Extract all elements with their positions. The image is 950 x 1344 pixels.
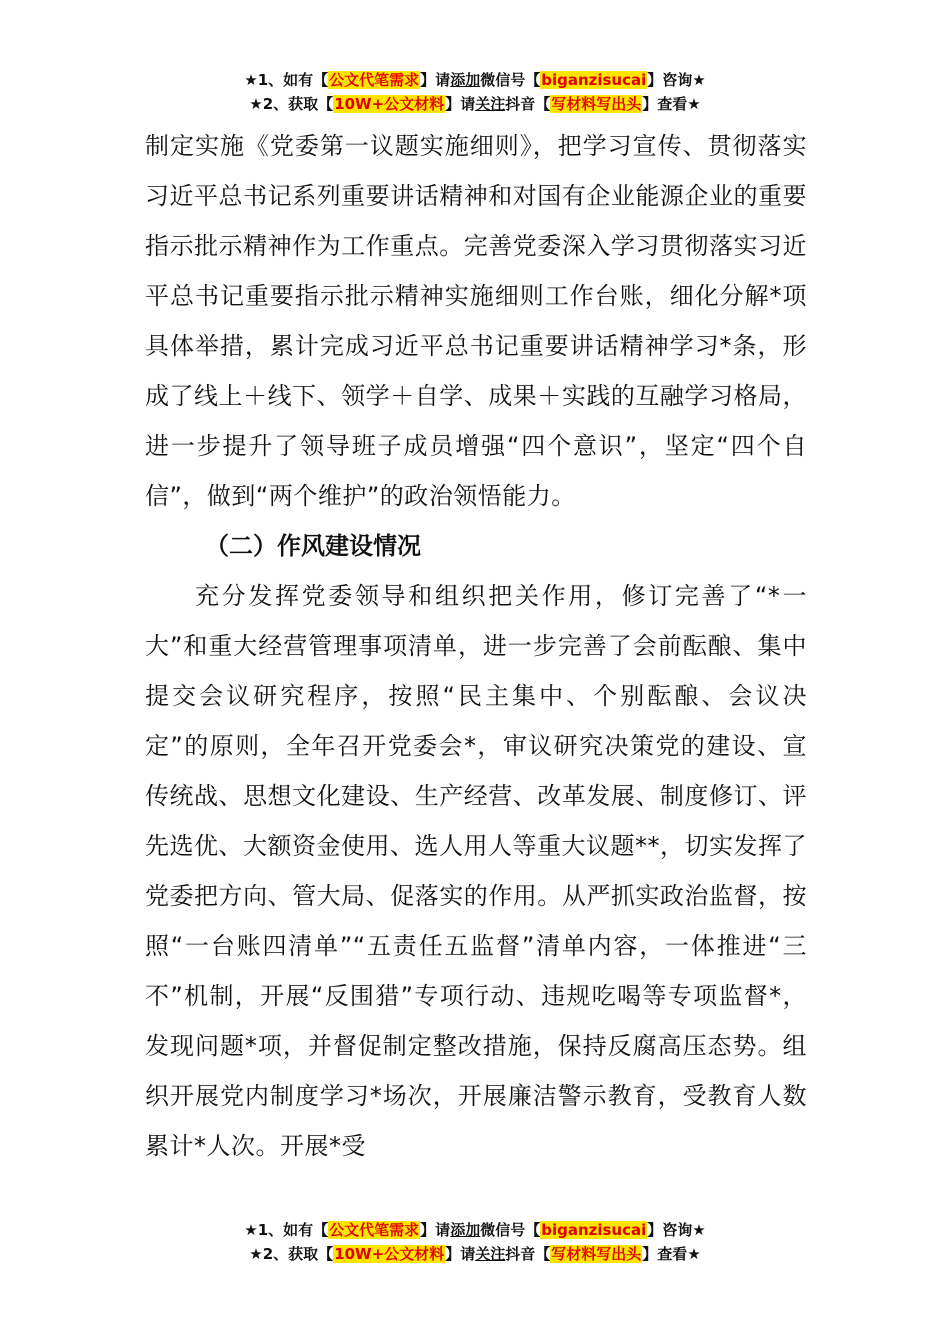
banner-text: 抖音【 bbox=[505, 1245, 551, 1263]
highlight-wechat-id: biganzisucai bbox=[541, 71, 647, 89]
banner-text: 】请 bbox=[445, 1245, 476, 1263]
highlight-douyin: 写材料写出头 bbox=[551, 1245, 642, 1263]
top-banner bbox=[0, 68, 950, 116]
banner-text: 抖音【 bbox=[505, 95, 551, 113]
document-body bbox=[145, 121, 807, 1171]
banner-text: 微信号【 bbox=[480, 71, 541, 89]
banner-text: 】咨询★ bbox=[647, 1221, 706, 1239]
banner-text: ★2、获取【 bbox=[249, 95, 334, 113]
banner-line-1 bbox=[0, 68, 950, 92]
underline-add: 添加 bbox=[450, 71, 481, 89]
underline-follow: 关注 bbox=[475, 1245, 506, 1263]
highlight-douyin: 写材料写出头 bbox=[551, 95, 642, 113]
paragraph-1: 制定实施《党委第一议题实施细则》，把学习宣传、贯彻落实习近平总书记系列重要讲话精神和对国有企业能源企业的重要指示批示精神作为工作重点。完善党委深入学习贯彻落实习近平总书记重要指示批示精神实施细则工作台账，细化分解*项具体举措，累计完成习近平总书记重要讲话精神学习*条，形成了线上＋线下、领学＋自学、成果＋实践的互融学习格局，进一步提升了领导班子成员增强“四个意识”，坚定“四个自信”，做到“两个维护”的政治领悟能力。 bbox=[145, 132, 807, 510]
paragraph-2: 充分发挥党委领导和组织把关作用，修订完善了“*一大”和重大经营管理事项清单，进一步完善了会前酝酿、集中提交会议研究程序，按照“民主集中、个别酝酿、会议决定”的原则，全年召开党委会*，审议研究决策党的建设、宣传统战、思想文化建设、生产经营、改革发展、制度修订、评先选优、大额资金使用、选人用人等重大议题**，切实发挥了党委把方向、管大局、促落实的作用。从严抓实政治监督，按照“一台账四清单”“五责任五监督”清单内容，一体推进“三不”机制，开展“反围猎”专项行动、违规吃喝等专项监督*，发现问题*项，并督促制定整改措施，保持反腐高压态势。组织开展党内制度学习*场次，开展廉洁警示教育，受教育人数累计*人次。开展*受 bbox=[145, 582, 807, 1160]
bottom-banner bbox=[0, 1218, 950, 1266]
banner-text: 】咨询★ bbox=[647, 71, 706, 89]
banner-text: ★1、如有【 bbox=[244, 71, 329, 89]
highlight-service: 公文代笔需求 bbox=[329, 71, 420, 89]
highlight-service: 公文代笔需求 bbox=[329, 1221, 420, 1239]
banner-line-1 bbox=[0, 1218, 950, 1242]
highlight-materials: 10W+公文材料 bbox=[334, 95, 445, 113]
banner-text: 】请 bbox=[420, 71, 451, 89]
banner-text: 】查看★ bbox=[642, 95, 701, 113]
banner-text: ★2、获取【 bbox=[249, 1245, 334, 1263]
banner-text: 微信号【 bbox=[480, 1221, 541, 1239]
banner-line-2 bbox=[0, 92, 950, 116]
highlight-wechat-id: biganzisucai bbox=[541, 1221, 647, 1239]
banner-text: 】请 bbox=[445, 95, 476, 113]
section-heading: （二）作风建设情况 bbox=[205, 532, 421, 560]
banner-text: 】请 bbox=[420, 1221, 451, 1239]
banner-text: 】查看★ bbox=[642, 1245, 701, 1263]
underline-add: 添加 bbox=[450, 1221, 481, 1239]
banner-text: ★1、如有【 bbox=[244, 1221, 329, 1239]
banner-line-2 bbox=[0, 1242, 950, 1266]
underline-follow: 关注 bbox=[475, 95, 506, 113]
highlight-materials: 10W+公文材料 bbox=[334, 1245, 445, 1263]
